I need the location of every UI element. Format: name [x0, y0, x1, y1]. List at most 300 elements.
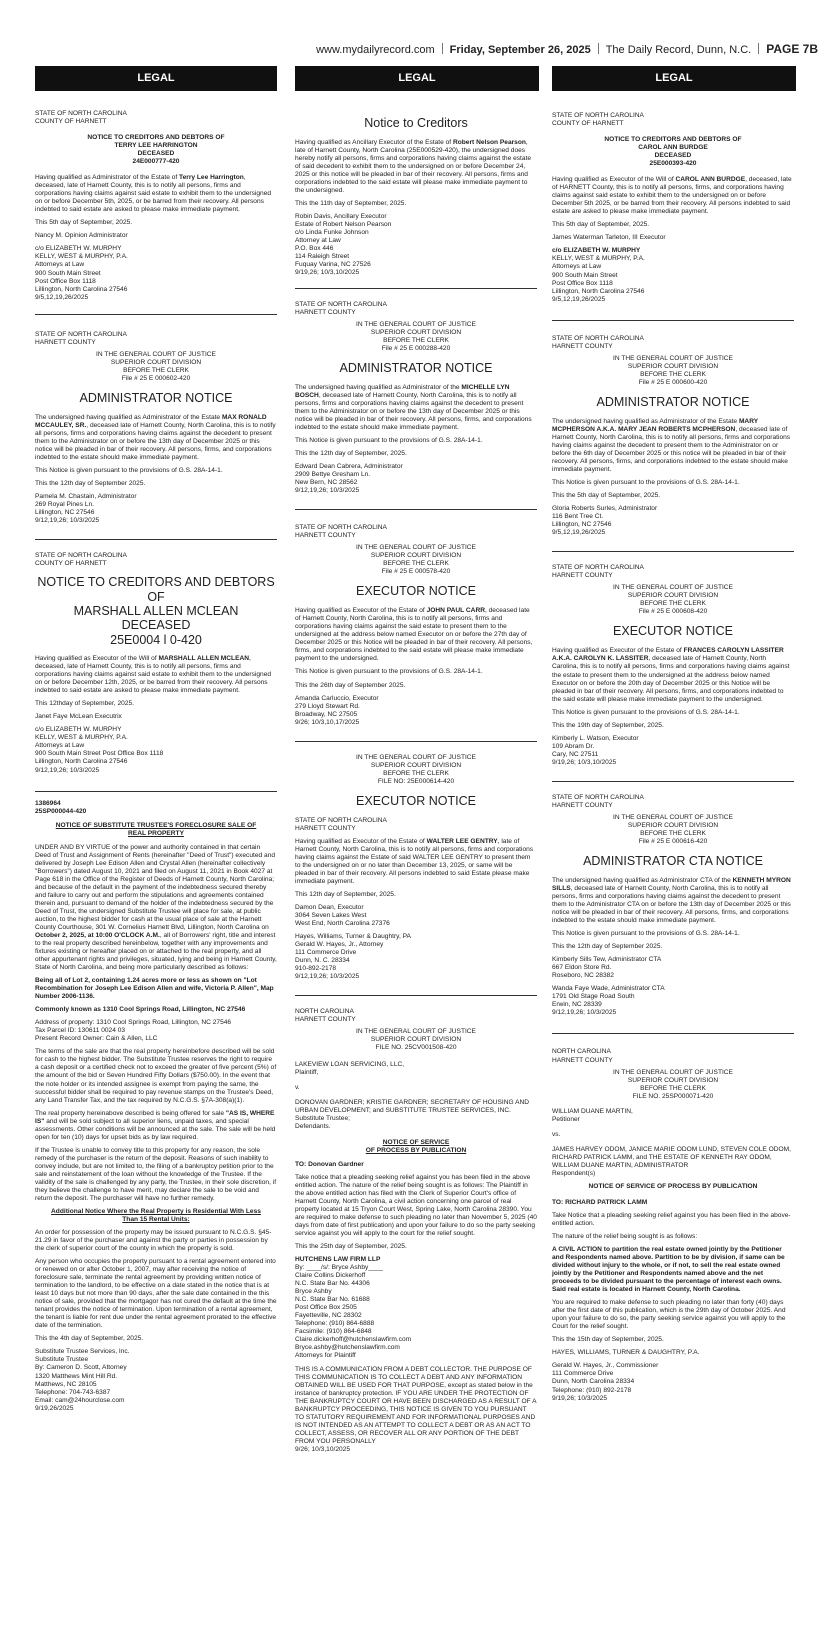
- address-line: Gerald W. Hayes, Jr., Commissioner: [552, 1362, 659, 1370]
- address-line: Wanda Faye Wade, Administrator CTA: [552, 985, 665, 993]
- divider: [35, 791, 277, 792]
- notice-date: This the 26th day of September 2025.: [295, 681, 406, 689]
- address-line: Bryce Ashby: [295, 1288, 332, 1296]
- file-number: File # 25 E 000600-420: [638, 378, 708, 386]
- notice-heading: NOTICE OF SERVICE: [382, 1138, 450, 1146]
- petitioner-name: WILLIAM DUANE MARTIN,: [552, 1107, 633, 1115]
- divider: [552, 551, 794, 552]
- address-line: 279 Lloyd Stewart Rd.: [295, 702, 360, 710]
- notice-heading: Notice to Creditors: [364, 116, 468, 130]
- statute-line: This Notice is given pursuant to the provisions of G.S. 28A-14-1.: [552, 479, 740, 487]
- address-line: 910-892-2178: [295, 965, 337, 973]
- text-run: MICHELLE LYN BOSCH: [295, 383, 510, 399]
- text-run: CAROL ANN BURDGE: [675, 176, 746, 184]
- text-run: , deceased late of Harnett County, North Carolina, this is to notify all persons, firms and corporations having claims against the said estate to present them to the undersigned at the address below named Executor on or before the 27th day of December 2025 or this Notice will be pleaded in bar of their recovery. All persons, firms, and corporations indebted to the said estate will please make immediate payment to the undersigned.: [295, 607, 533, 663]
- court-line: SUPERIOR COURT DIVISION: [110, 358, 202, 366]
- notice-heading: ADMINISTRATOR NOTICE: [596, 394, 750, 409]
- publication-dates: 9/19,26; 10/3,10/2025: [552, 758, 617, 766]
- court-line: BEFORE THE CLERK: [383, 769, 449, 777]
- defendant-names: DONOVAN GARDNER; KRISTIE GARDNER; SECRETARY OF HOUSING AND URBAN DEVELOPMENT; and SUBSTITUTE TRUSTEE SERVICES, INC. Substitute Trustee;: [295, 1098, 529, 1122]
- text-run: MAX RONALD MCCAULEY, SR.: [35, 413, 267, 429]
- notice-heading: ADMINISTRATOR NOTICE: [79, 390, 233, 405]
- text-run: , deceased late of Harnett County, North Carolina, this is to notify all persons, firms and corporations having claims against the decedent to present them to the Administrator on or before the 13th day of December 2025 or this notice will be pleaded in bar of their recovery. All persons, firms, and corporations indebted to the estate should make immediate payment.: [35, 421, 276, 461]
- court-line: BEFORE THE CLERK: [640, 829, 706, 837]
- text-run: and will be sold subject to all superior liens, unpaid taxes, and special assessments. Other conditions will be announced at the sale. The sale will be held open for ten (10) days for upset bids as by law required.: [35, 1117, 276, 1141]
- court-line: IN THE GENERAL COURT OF JUSTICE: [356, 320, 476, 328]
- state-line: STATE OF NORTH CAROLINA: [552, 564, 644, 572]
- address-line: Roseboro, NC 28382: [552, 972, 614, 980]
- address-line: Dunn, N. C. 28334: [295, 957, 350, 965]
- address-line: 116 Bent Tree Ct.: [552, 513, 604, 521]
- notice-body: [35, 174, 277, 214]
- notice-date: This 5th day of September, 2025.: [552, 221, 650, 229]
- court-line: SUPERIOR COURT DIVISION: [370, 1036, 462, 1044]
- address-line: 900 South Main Street: [35, 269, 101, 277]
- notice-body: Take Notice that a pleading seeking relief against you has been filed in the above-entitled action.: [552, 1211, 791, 1227]
- text-run: , deceased late of Harnett County, North Carolina, this is to notify all persons, firms and corporations having claims against the estate to present them to the undersigned at the address below named Executor on or before the 20th day of December 2025 or this Notice will be pleaded in bar of their recovery. All persons, firms, and corporations indebted to the said estate will please make immediate payment to the undersigned.: [552, 655, 790, 703]
- address-line: 109 Abram Dr.: [552, 742, 595, 750]
- state-line: STATE OF NORTH CAROLINA: [552, 112, 644, 119]
- sale-terms: The terms of the sale are that the real property hereinbefore described will be sold for cash to the highest bidder. The Substitute Trustee reserves the right to require a cash deposit or a certified check not to exceed the greater of five percent (5%) of the amount of the bid or Seven Hundred Fifty Dollars ($750.00). In the event that the note holder or its intended assignee is exempt from paying the same, the successful bidder shall be required to pay revenue stamps on the Trustee's Deed, any Land Transfer Tax, and the tax required by N.C.G.S. §7A-308(a)(1).: [35, 1048, 277, 1104]
- court-line: BEFORE THE CLERK: [640, 1084, 706, 1092]
- statute-line: This Notice is given pursuant to the provisions of G.S. 28A-14-1.: [552, 708, 740, 716]
- notice-body: [552, 176, 794, 216]
- address-line: Post Office Box 1118: [552, 279, 613, 287]
- notice-administrator-bosch: [295, 301, 537, 496]
- text-run: The real property hereinabove described is being offered for sale: [35, 1109, 226, 1117]
- notice-date: This the 12th day of September 2025.: [35, 480, 146, 488]
- publication-dates: 9/5,12,19,26/2025: [552, 295, 606, 303]
- tenant-notice: Any person who occupies the property pursuant to a rental agreement entered into or renewed on or after October 1, 2007, may after receiving the notice of foreclosure sale, terminate the rental agreement by providing written notice of termination to the landlord, to be effective on a date stated in the notice that is at least 10 days but not more than 90 days, after the sale date contained in the this notice of sale, provided that the mortgagor has not cured the default at the time the tenant provides the notice of termination. Upon termination of a rental agreement, the tenant is liable for rent due under the rental agreement prorated to the effective date of the termination.: [35, 1258, 277, 1330]
- county-line: HARNETT COUNTY: [35, 338, 96, 346]
- text-run: The undersigned having qualified as Administrator of the Estate: [35, 413, 222, 421]
- plaintiff-name: LAKEVIEW LOAN SERVICING, LLC,: [295, 1060, 405, 1068]
- header-divider: [598, 43, 599, 54]
- notice-administrator-mcpherson: [552, 335, 794, 538]
- address-line: Hayes, Williams, Turner & Daughtry, PA: [295, 933, 411, 941]
- address-line: Post Office Box 2505: [295, 1304, 357, 1312]
- statute-line: This Notice is given pursuant to the provisions of G.S. 28A-14-1.: [295, 436, 483, 444]
- notice-date: This the 12th day of September, 2025.: [295, 449, 407, 457]
- notice-date: This 12thday of September, 2025.: [35, 700, 134, 708]
- text-run: Robert Nelson Pearson: [452, 139, 526, 146]
- notice-date: This the 4th day of September, 2025.: [35, 1335, 144, 1343]
- text-run: "AS IS, WHERE IS": [35, 1109, 275, 1125]
- address-line: 111 Commerce Drive: [552, 1370, 614, 1378]
- file-number: File # 25 E 000616-420: [638, 837, 708, 845]
- address-line: 667 Eldon Store Rd.: [552, 964, 612, 972]
- court-line: IN THE GENERAL COURT OF JUSTICE: [613, 584, 733, 592]
- court-line: SUPERIOR COURT DIVISION: [627, 592, 719, 600]
- text-run: , deceased, late of Harnett County, this is to notify all persons, firms and corporations having claims against said estate to exhibit them to the undersigned on or before December 5th, 2025, or be barred from their recovery. All persons indebted to said estate are asked to please make immediate payment.: [35, 174, 272, 214]
- address-line: By: Cameron D. Scott, Attorney: [35, 1364, 127, 1372]
- court-line: SUPERIOR COURT DIVISION: [627, 1076, 719, 1084]
- court-line: IN THE GENERAL COURT OF JUSTICE: [356, 1028, 476, 1036]
- divider: [295, 288, 537, 289]
- address-line: 114 Raleigh Street: [295, 253, 350, 261]
- page-number: PAGE 7B: [766, 42, 818, 56]
- address-line: Lillington, North Carolina 27546: [552, 287, 645, 295]
- property-detail: Tax Parcel ID: 130611 0024 03: [35, 1027, 126, 1035]
- header-divider: [442, 43, 443, 54]
- divider: [35, 539, 277, 540]
- versus: v.: [295, 1083, 300, 1091]
- address-line: Telephone: (910) 864-6888: [295, 1320, 375, 1328]
- deceased-label: DECEASED: [654, 152, 692, 160]
- notice-body: [552, 877, 794, 925]
- address-line: c/o ELIZABETH W. MURPHY: [35, 245, 122, 253]
- address-line: Attorneys at Law: [35, 742, 85, 750]
- state-line: STATE OF NORTH CAROLINA: [295, 816, 387, 824]
- file-number: File # 25 E 000602-420: [121, 374, 191, 382]
- text-run: , deceased, late of Harnett County, this is to notify all persons, firms and corporations having claims against said estate to exhibit them to the undersigned on or before December 12th, 2025, or be barred from their recovery. All persons indebted to said estate are asked to please make immediate payment.: [35, 655, 272, 695]
- notice-administrator-mccauley: [35, 331, 277, 526]
- address-line: KELLY, WEST & MURPHY, P.A.: [552, 255, 645, 263]
- publication-dates: 9/19,26/2025: [35, 1404, 74, 1412]
- party-role: Plaintiff,: [295, 1068, 319, 1076]
- address-line: Fuquay Varina, NC 27526: [295, 261, 371, 269]
- address-line: Cary, NC 27511: [552, 750, 599, 758]
- paper-name: The Daily Record, Dunn, N.C.: [605, 44, 752, 56]
- notice-body: [35, 414, 277, 462]
- notice-heading: EXECUTOR NOTICE: [356, 584, 476, 599]
- column-3: [552, 100, 794, 1403]
- notice-body: [295, 838, 537, 886]
- county-line: HARNETT COUNTY: [295, 824, 356, 832]
- notice-creditors-harrington: [35, 110, 277, 302]
- address-line: 900 South Main Street Post Office Box 1118: [35, 750, 164, 758]
- county-line: COUNTY OF HARNETT: [552, 120, 624, 128]
- publication-dates: 9/19,26; 10/3,10/2025: [295, 269, 360, 277]
- notice-body: [35, 844, 277, 973]
- address-line: N.C. State Bar No. 61688: [295, 1296, 370, 1304]
- text-run: MARY MCPHERSON A.K.A. MARY JEAN ROBERTS MCPHERSON: [552, 417, 758, 433]
- issue-date: Friday, September 26, 2025: [449, 44, 591, 56]
- file-number: File # 25 E 000578-420: [381, 568, 451, 576]
- notice-date: This 5th day of September, 2025.: [35, 219, 133, 227]
- address-line: c/o ELIZABETH W. MURPHY: [552, 247, 641, 255]
- address-line: Amanda Carluccio, Executor: [295, 694, 379, 702]
- court-line: IN THE GENERAL COURT OF JUSTICE: [613, 354, 733, 362]
- address-line: Kimberly Sills Tew, Administrator CTA: [552, 956, 662, 964]
- party-role: Petitioner: [552, 1115, 580, 1123]
- state-line: STATE OF NORTH CAROLINA: [35, 110, 127, 117]
- text-run: KENNETH MYRON SILLS: [552, 877, 791, 893]
- text-run: , late of Harnett County, North Carolina (25E000529-420), the undersigned does hereby notify all persons, firms and corporations having claims against the estate of said decedent to exhibit them to the undersigned on or before December 24, 2025 or this notice will be pleaded in bar of their recovery. All persons, firms and corporations indebted to the said estate will please make immediate payment to the undersigned.: [295, 139, 532, 195]
- divider: [295, 741, 537, 742]
- notice-service-gardner: [295, 1008, 537, 1454]
- address-line: Telephone: 704-743-6387: [35, 1388, 111, 1396]
- signature: Janet Faye McLean Executrix: [35, 713, 122, 721]
- state-line: NORTH CAROLINA: [552, 1048, 611, 1056]
- address-line: Lillington, North Carolina 27546: [35, 285, 128, 293]
- text-run: The undersigned having qualified as Administrator of the Estate: [552, 417, 739, 425]
- signature: James Waterman Tarleton, III Executor: [552, 234, 666, 242]
- signature: By: ____/s/: Bryce Ashby____: [295, 1264, 383, 1272]
- address-line: Lillington, NC 27546: [35, 509, 95, 517]
- notice-heading: EXECUTOR NOTICE: [613, 624, 733, 639]
- signature: Nancy M. Opinion Administrator: [35, 232, 128, 240]
- notice-creditors-mclean: [35, 552, 277, 774]
- court-line: IN THE GENERAL COURT OF JUSTICE: [96, 350, 216, 358]
- publication-dates: 9/12,19,26; 10/3/2025: [35, 517, 100, 525]
- notice-body: [295, 384, 537, 432]
- county-line: HARNETT COUNTY: [552, 572, 613, 580]
- address-line: Gerald W. Hayes, Jr., Attorney: [295, 941, 384, 949]
- address-line: 3064 Seven Lakes West: [295, 912, 367, 920]
- file-number: File # 25 E 000288-420: [381, 344, 451, 352]
- statute-line: This Notice is given pursuant to the provisions of G.S. 28A-14-1.: [35, 467, 223, 474]
- publication-dates: 9/12,19,26; 10/3/2025: [35, 766, 100, 774]
- county-line: COUNTY OF HARNETT: [35, 118, 107, 126]
- address-line: c/o ELIZABETH W. MURPHY: [35, 726, 122, 734]
- notice-heading: NOTICE TO CREDITORS AND DEBTORS OF MARSHALL ALLEN MCLEAN DECEASED 25E0004 l 0-420: [37, 575, 275, 647]
- address-line: Attorneys at Law: [552, 263, 602, 271]
- publication-dates: 9/5,12,19,26/2025: [35, 293, 89, 301]
- court-line: BEFORE THE CLERK: [640, 370, 706, 378]
- notice-title: NOTICE TO CREDITORS AND DEBTORS OF: [87, 134, 225, 142]
- subheading: Additional Notice Where the Real Property is Residential With Less Than 15 Rental Units:: [51, 1207, 261, 1223]
- state-line: STATE OF NORTH CAROLINA: [552, 334, 644, 342]
- file-number: FILE NO. 25CV001508-420: [375, 1044, 457, 1052]
- sale-conditions: [35, 1110, 277, 1142]
- notice-heading: EXECUTOR NOTICE: [356, 793, 476, 808]
- address-line: New Bern, NC 28562: [295, 479, 358, 486]
- column-2: [295, 100, 537, 1454]
- email-line: Bryce.ashby@hutchenslawfirm.com: [295, 1344, 400, 1352]
- address-line: N.C. State Bar No. 44306: [295, 1280, 370, 1288]
- decedent-name: CAROL ANN BURDGE: [638, 144, 708, 152]
- address-line: Fayetteville, NC 28302: [295, 1312, 362, 1320]
- county-line: HARNETT COUNTY: [552, 1056, 613, 1064]
- property-detail: Present Record Owner: Cain & Allen, LLC: [35, 1035, 158, 1043]
- address-line: Robin Davis, Ancillary Executor: [295, 213, 387, 221]
- state-line: STATE OF NORTH CAROLINA: [295, 524, 387, 532]
- notice-body: [295, 607, 537, 663]
- party-role: Respondent(s): [552, 1169, 596, 1177]
- text-run: October 2, 2025, at 10:00 O'CLOCK A.M.: [35, 932, 160, 939]
- email-line: Claire.dickerhoff@hutchenslawfirm.com: [295, 1336, 412, 1344]
- ad-number: 1386964: [35, 799, 61, 807]
- address-line: Lillington, North Carolina 27546: [35, 758, 128, 766]
- address-line: West End, North Carolina 27376: [295, 920, 390, 928]
- divider: [552, 781, 794, 782]
- text-run: MARSHALL ALLEN MCLEAN: [158, 655, 249, 663]
- decedent-name: TERRY LEE HARRINGTON: [114, 142, 198, 150]
- address-line: Attorney at Law: [295, 237, 341, 245]
- address-line: Matthews, NC 28105: [35, 1380, 97, 1388]
- notice-foreclosure-sale: [35, 800, 277, 1413]
- court-line: SUPERIOR COURT DIVISION: [627, 362, 719, 370]
- notice-heading: NOTICE OF SUBSTITUTE TRUSTEE'S FORECLOSURE SALE OF REAL PROPERTY: [55, 821, 257, 837]
- court-line: SUPERIOR COURT DIVISION: [627, 821, 719, 829]
- text-run: , late of Harnett County, North Carolina, this is to notify all persons, firms and corporations having claims against the Estate of said WALTER LEE GENTRY to present them to the undersigned on or no later than December 13, 2025, or same will be pleaded in bar of their recovery. All persons indebted to said Estate please make immediate payment.: [295, 837, 534, 885]
- respondent-names: JAMES HARVEY ODOM, JANICE MARIE ODOM LUND, STEVEN COLE ODOM, RICHARD PATRICK LAMM, and THE ESTATE OF KENNETH RAY ODOM, WILLIAM DUANE MARTIN, ADMINISTRATOR: [552, 1145, 792, 1169]
- relief-sought: A CIVIL ACTION to partition the real estate owned jointly by the Petitioner and Respondents named above. Partition to be by division, if same can be divided without injury to the whole, or if not, to sell the real estate owned jointly by the Petitioner and Respondents named above and the net proceeds to be divided pursuant to the percentage of interest each owns. Said real estate is located in Harnett County, North Carolina.: [552, 1246, 785, 1294]
- property-detail: Address of property: 1310 Cool Springs Road, Lillington, NC 27546: [35, 1019, 232, 1027]
- addressee: TO: Donovan Gardner: [295, 1160, 364, 1168]
- address-line: Substitute Trustee: [35, 1356, 89, 1364]
- address-line: 269 Royal Pines Ln.: [35, 501, 95, 509]
- debt-collector-disclaimer: THIS IS A COMMUNICATION FROM A DEBT COLLECTOR. THE PURPOSE OF THIS COMMUNICATION IS TO COLLECT A DEBT AND ANY INFORMATION OBTAINED WILL BE USED FOR THAT PURPOSE, except as stated below in the instance of bankruptcy protection. IF YOU ARE UNDER THE PROTECTION OF THE BANKRUPTCY COURT OR HAVE BEEN DISCHARGED AS A RESULT OF A BANKRUPTCY PROCEEDING, THIS NOTICE IS GIVEN TO YOU PURSUANT TO STATUTORY REQUIREMENT AND FOR INFORMATIONAL PURPOSES AND IS NOT INTENDED AS AN ATTEMPT TO COLLECT A DEBT OR AS AN ACT TO COLLECT, ASSESS, OR RECOVER ALL OR ANY PORTION OF THE DEBT FROM YOU PERSONALLY: [295, 1365, 537, 1445]
- court-line: BEFORE THE CLERK: [383, 560, 449, 568]
- notice-body: [552, 418, 794, 474]
- notice-body: [295, 139, 537, 195]
- text-run: Having qualified as Executor of the Estate of: [295, 607, 427, 615]
- notice-creditors-pearson: [295, 116, 537, 278]
- law-firm: HAYES, WILLIAMS, TURNER & DAUGHTRY, P.A.: [552, 1349, 700, 1357]
- court-line: BEFORE THE CLERK: [640, 600, 706, 608]
- address-line: P.O. Box 446: [295, 245, 334, 253]
- file-number: 24E000777-420: [132, 158, 180, 166]
- text-run: UNDER AND BY VIRTUE of the power and authority contained in that certain Deed of Trust and Assignment of Rents (hereinafter "Deed of Trust") executed and delivered by Joseph Lee Edison Allen and Crystal Allen (hereinafter collectively "Borrowers") dated August 10, 2021 and filed on August 11, 2021 in Book 4027 at Page 618 in the Office of the Register of Deeds of Harnett County, North Carolina; and because of the default in the payment of the indebtedness secured thereby and failure to carry out and perform the stipulations and agreements contained therein and, pursuant to demand of the holder of the indebtedness secured by the Deed of Trust, the undersigned Substitute Trustee will place for sale, at public auction, to the highest bidder for cash at the usual place of sale at the Harnett County Courthouse, 301 W. Cornelius Harnett Blvd, Lillington, North Carolina on: [35, 843, 275, 931]
- notice-heading: ADMINISTRATOR CTA NOTICE: [583, 854, 763, 868]
- address-line: 111 Commerce Drive: [295, 949, 357, 957]
- divider: [552, 1033, 794, 1034]
- notice-date: This the 5th day of September, 2025.: [552, 492, 661, 500]
- section-banner: LEGAL: [35, 66, 277, 91]
- text-run: The undersigned having qualified as Administrator of the: [295, 383, 462, 391]
- court-line: SUPERIOR COURT DIVISION: [370, 552, 462, 560]
- court-line: IN THE GENERAL COURT OF JUSTICE: [613, 1068, 733, 1076]
- county-line: HARNETT COUNTY: [295, 308, 356, 316]
- text-run: Terry Lee Harrington: [179, 174, 244, 182]
- address-line: Damon Dean, Executor: [295, 904, 364, 912]
- notice-executor-carr: [295, 524, 537, 727]
- address-line: Lillington, NC 27546: [552, 521, 612, 529]
- court-line: IN THE GENERAL COURT OF JUSTICE: [356, 753, 476, 761]
- notice-creditors-burdge: [552, 112, 794, 304]
- text-run: Having qualified as Ancillary Executor of the Estate of: [295, 139, 453, 146]
- address-line: 1320 Matthews Mint Hill Rd.: [35, 1372, 118, 1380]
- court-line: BEFORE THE CLERK: [123, 366, 189, 374]
- address-line: Attorneys at Law: [35, 261, 85, 269]
- address-line: 1791 Old Stage Road South: [552, 993, 635, 1001]
- county-line: COUNTY OF HARNETT: [35, 560, 107, 568]
- addressee: TO: RICHARD PATRICK LAMM: [552, 1198, 648, 1206]
- text-run: , all of Borrowers' right, title and interest to the real property described hereinbelow, together with any improvements and fixtures existing or hereafter placed on or attached to the real property, and all other appurtenant rights and privileges, situated, lying and being in Harnett County, State of North Carolina, and being more particularly described as follows:: [35, 932, 277, 972]
- text-run: Having qualified as Executor of the Will of: [552, 176, 676, 184]
- address-line: Post Office Box 1118: [35, 277, 96, 285]
- section-banner: LEGAL: [295, 66, 539, 91]
- text-run: WALTER LEE GENTRY: [426, 837, 498, 845]
- state-line: STATE OF NORTH CAROLINA: [295, 300, 387, 308]
- address-line: Claire Collins Dickerhoff: [295, 1272, 366, 1280]
- notice-heading: OF PROCESS BY PUBLICATION: [365, 1146, 467, 1154]
- file-number: FILE NO. 25SP000071-420: [632, 1092, 714, 1100]
- address-line: Erwin, NC 28339: [552, 1001, 602, 1009]
- address-line: Kimberly L. Watson, Executor: [552, 734, 639, 742]
- county-line: HARNETT COUNTY: [295, 532, 356, 540]
- section-banner: LEGAL: [552, 66, 796, 91]
- notice-date: This the 19th day of September, 2025.: [552, 721, 664, 729]
- notice-body: [552, 647, 794, 703]
- notice-date: This the 15th day of September, 2025.: [552, 1336, 664, 1344]
- address-line: Facsimile: (910) 864-6848: [295, 1328, 372, 1336]
- page-header: [316, 42, 818, 57]
- text-run: , deceased late of Harnett County, North Carolina, this is to notify all persons, firms and corporations having claims against the decedent to present them to the Administrator on or before the 13th day of December 2025 or this notice will be pleaded in bar of their recovery. All persons, firms, and corporations indebted to the estate should make immediate payment.: [295, 391, 532, 431]
- notice-title: NOTICE TO CREDITORS AND DEBTORS OF: [604, 136, 742, 144]
- notice-body: The nature of the relief being sought is as follows:: [552, 1233, 698, 1240]
- address-line: Pamela M. Chastain, Administrator: [35, 493, 137, 501]
- divider: [552, 320, 794, 321]
- publication-dates: 9/26; 10/3,10,17/2025: [295, 718, 360, 726]
- notice-heading: ADMINISTRATOR NOTICE: [339, 360, 493, 375]
- state-line: STATE OF NORTH CAROLINA: [552, 793, 644, 801]
- legal-description: Being all of Lot 2, containing 1.24 acres more or less as shown on "Lot Recombination for Joseph Lee Edison Allen and wife, Victoria P. Allen", Map Number 2006-1136.: [35, 977, 274, 1001]
- address-line: Edward Dean Cabrera, Administrator: [295, 462, 403, 470]
- county-line: HARNETT COUNTY: [552, 801, 613, 809]
- publication-dates: 9/5,12,19,26/2025: [552, 529, 606, 537]
- publication-dates: 9/12,19,26; 10/3/2025: [295, 487, 360, 495]
- file-number: FILE NO: 25E000614-420: [377, 777, 455, 785]
- text-run: Having qualified as Administrator of the Estate of: [35, 174, 180, 182]
- text-run: Having qualified as Executor of the Estate of: [552, 647, 684, 655]
- state-line: NORTH CAROLINA: [295, 1008, 354, 1016]
- notice-date: This 12th day of September, 2025.: [295, 891, 396, 899]
- address-line: Email: cam@24hourclose.com: [35, 1396, 125, 1404]
- file-number: 25E000393-420: [649, 160, 697, 168]
- address-line: Telephone: (910) 892-2178: [552, 1386, 632, 1394]
- address-line: 900 South Main Street: [552, 271, 618, 279]
- file-number: 25SP000044-420: [35, 807, 87, 815]
- text-run: Having qualified as Executor of the Estate of: [295, 837, 427, 845]
- publication-dates: 9/26; 10/3,10/2025: [295, 1445, 350, 1453]
- notice-executor-lassiter: [552, 564, 794, 767]
- court-line: IN THE GENERAL COURT OF JUSTICE: [356, 544, 476, 552]
- header-divider: [758, 43, 759, 54]
- address-line: Broadway, NC 27505: [295, 710, 358, 718]
- address-line: Gloria Roberts Surles, Administrator: [552, 505, 658, 513]
- court-line: BEFORE THE CLERK: [383, 336, 449, 344]
- notice-body: [35, 655, 277, 695]
- court-line: SUPERIOR COURT DIVISION: [370, 761, 462, 769]
- court-line: SUPERIOR COURT DIVISION: [370, 328, 462, 336]
- publication-dates: 9/12,19,26; 10/3/2025: [295, 973, 360, 981]
- statute-line: This Notice is given pursuant to the provisions of G.S. 28A-14-1.: [295, 668, 483, 676]
- state-line: STATE OF NORTH CAROLINA: [35, 330, 127, 338]
- text-run: , deceased, late of HARNETT County, this is to notify all persons, firms, and corporations having claims against said estate to exhibit them to the undersigned on or before December 5th 2025, or be barred from their recovery. All persons indebted to said estate are asked to please make immediate payment.: [552, 176, 792, 216]
- law-firm: HUTCHENS LAW FIRM LLP: [295, 1256, 381, 1264]
- party-role: Defendants.: [295, 1122, 331, 1130]
- address-line: KELLY, WEST & MURPHY, P.A.: [35, 734, 128, 742]
- property-address: Commonly known as 1310 Cool Springs Road, Lillington, NC 27546: [35, 1006, 246, 1014]
- address-line: Estate of Robert Nelson Pearson: [295, 221, 392, 229]
- notice-date: This the 11th day of September, 2025.: [295, 200, 407, 208]
- text-run: JOHN PAUL CARR: [426, 607, 485, 615]
- statute-line: This Notice is given pursuant to the provisions of G.S. 28A-14-1.: [552, 930, 740, 938]
- divider: [295, 995, 537, 996]
- notice-date: This the 25th day of September, 2025.: [295, 1243, 407, 1251]
- county-line: HARNETT COUNTY: [552, 342, 613, 350]
- text-run: Having qualified as Executor of the Will of: [35, 655, 159, 663]
- title-remedy: If the Trustee is unable to convey title to this property for any reason, the sole remedy of the purchaser is the return of the deposit. Reasons of such inability to convey include, but are not limited to, the filing of a bankruptcy petition prior to the sale and reinstatement of the loan without the knowledge of the Trustee. If the validity of the sale is challenged by any party, the Trustee, in their sole discretion, if they believe the challenge to have merit, may declare the sale to be void and return the deposit. The purchaser will have no further remedy.: [35, 1146, 277, 1202]
- publication-dates: 9/12,19,26; 10/3/2025: [552, 1009, 617, 1017]
- possession-order: An order for possession of the property may be issued pursuant to N.C.G.S. §45-21.29 in favor of the purchaser and against the party or parties in possession by the clerk of superior court of the county in which the property is sold.: [35, 1229, 272, 1253]
- court-line: IN THE GENERAL COURT OF JUSTICE: [613, 813, 733, 821]
- notice-executor-gentry: [295, 754, 537, 982]
- site-url: www.mydailyrecord.com: [316, 44, 435, 56]
- column-1: [35, 100, 277, 1413]
- address-line: 2909 Bettye Gresham Ln.: [295, 470, 371, 478]
- publication-dates: 9/19,26; 10/3/2025: [552, 1394, 607, 1402]
- address-line: Substitute Trustee Services, Inc.: [35, 1348, 130, 1356]
- deceased-label: DECEASED: [137, 150, 175, 158]
- text-run: FRANCES CAROLYN LASSITER A.K.A. CAROLYN K. LASSITER: [552, 647, 784, 663]
- versus: vs.: [552, 1130, 561, 1138]
- state-line: STATE OF NORTH CAROLINA: [35, 552, 127, 560]
- notice-date: This the 12th day of September 2025.: [552, 943, 663, 951]
